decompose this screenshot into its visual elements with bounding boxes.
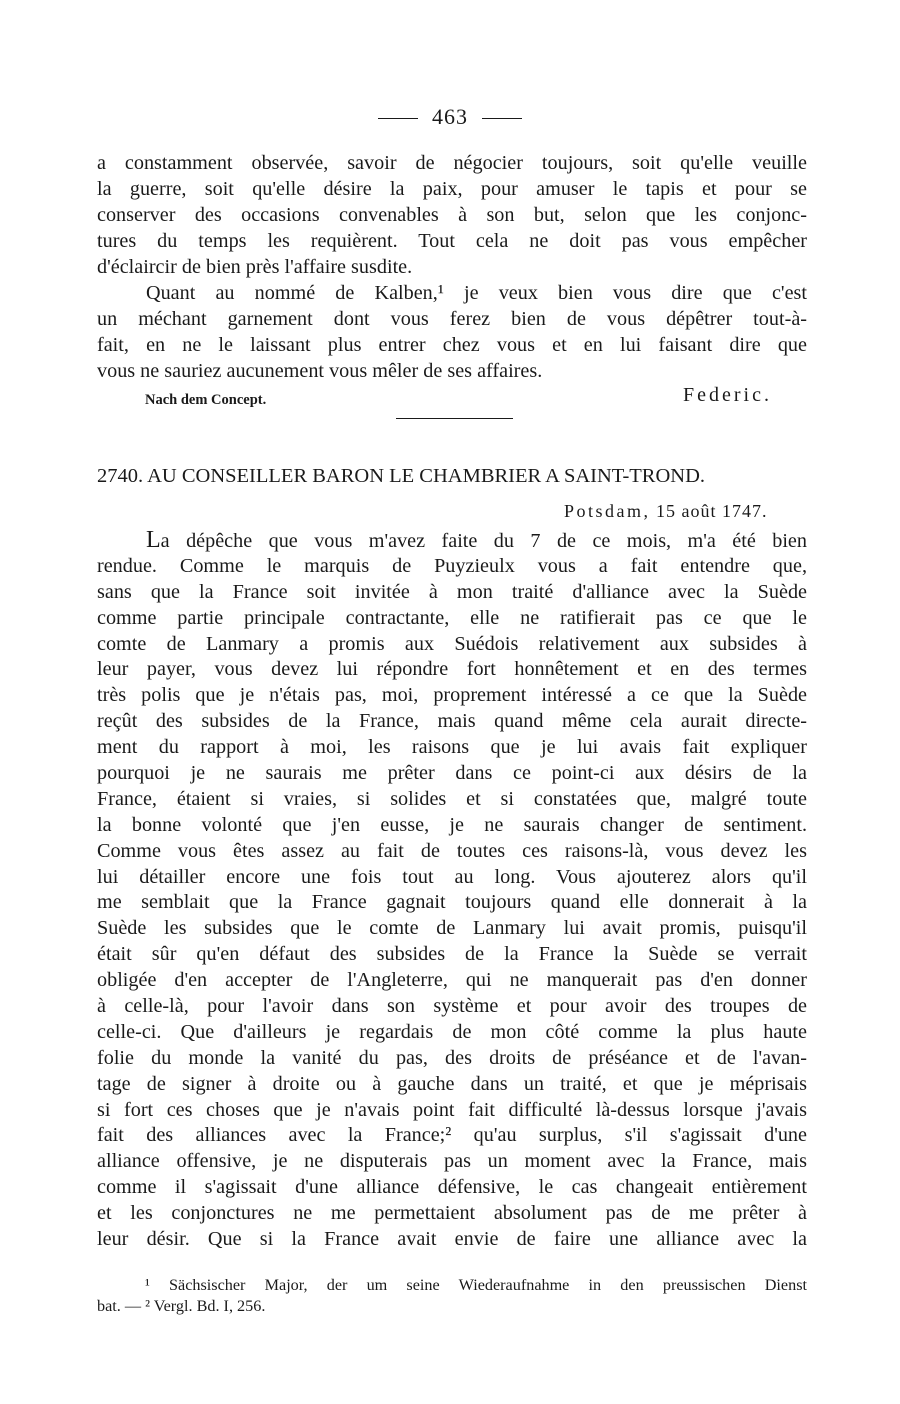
- dateline-date: 15 août 1747.: [656, 501, 768, 521]
- text-line: si fort ces choses que je n'avais point fait difficulté là-dessus lorsque j'avais: [97, 1098, 807, 1121]
- text-line: France, étaient si vraies, si solides et si constatées que, malgré toute: [97, 787, 807, 810]
- footnote-line: bat. — ² Vergl. Bd. I, 256.: [97, 1297, 266, 1315]
- text-line: vous ne sauriez aucunement vous mêler de ses affaires.: [97, 359, 543, 382]
- text-line: Comme vous êtes assez au fait de toutes ces raisons-là, vous devez les: [97, 839, 807, 862]
- dateline: [564, 501, 768, 522]
- text-line: ment du rapport à moi, les raisons que je lui avais fait expliquer: [97, 736, 807, 759]
- page-number-dash-left: [378, 118, 418, 119]
- text-line: était sûr qu'en défaut des subsides de la France la Suède se verrait: [97, 943, 807, 966]
- text-line-content: a dépêche que vous m'avez faite du 7 de ce mois, m'a été bien: [160, 530, 807, 552]
- text-line: alliance offensive, je ne disputerais pas un moment avec la France, mais: [97, 1150, 807, 1173]
- text-line: la bonne volonté que j'en eusse, je ne saurais changer de sentiment.: [97, 813, 807, 836]
- text-line: pourquoi je ne saurais me prêter dans ce point-ci aux désirs de la: [97, 762, 807, 785]
- text-line: et les conjonctures ne me permettaient absolument pas de me prêter à: [97, 1202, 807, 1225]
- text-line: comme il s'agissait d'une alliance défensive, le cas changeait entièrement: [97, 1176, 807, 1199]
- letter-body: [97, 528, 807, 1253]
- text-line: leur désir. Que si la France avait envie de faire une alliance avec la: [97, 1228, 807, 1251]
- text-line: fait des alliances avec la France;² qu'au surplus, s'il s'agissait d'une: [97, 1124, 807, 1147]
- continuation-paragraph-1: [97, 151, 807, 280]
- text-line: Suède les subsides que le comte de Lanmary lui avait promis, puisqu'il: [97, 917, 807, 940]
- text-line: rendue. Comme le marquis de Puyzieulx vous a fait entendre que,: [97, 554, 807, 577]
- text-line: fait, en ne le laissant plus entrer chez vous et en lui faisant dire que: [97, 333, 807, 356]
- text-line: tures du temps les requièrent. Tout cela ne doit pas vous empêcher: [97, 229, 807, 252]
- continuation-paragraph-2: [97, 281, 807, 385]
- text-line: d'éclaircir de bien près l'affaire susdite.: [97, 255, 413, 278]
- text-line: un méchant garnement dont vous ferez bien de vous dépêtrer tout-à-: [97, 307, 807, 330]
- text-line: obligée d'en accepter de l'Angleterre, qui ne manquerait pas d'en donner: [97, 969, 807, 992]
- text-line: la guerre, soit qu'elle désire la paix, pour amuser le tapis et pour se: [97, 177, 807, 200]
- text-line: reçût des subsides de la France, mais quand même cela aurait directe-: [97, 710, 807, 733]
- text-line: celle-ci. Que d'ailleurs je regardais de mon côté comme la plus haute: [97, 1020, 807, 1043]
- footnotes: [97, 1275, 807, 1317]
- section-divider: [396, 418, 513, 419]
- source-note: Nach dem Concept.: [145, 392, 267, 408]
- dateline-place: Potsdam,: [564, 501, 651, 521]
- text-line: tage de signer à droite ou à gauche dans un traité, et que je méprisais: [97, 1072, 807, 1095]
- text-line: comme partie principale contractante, elle ne ratifierait pas ce que le: [97, 606, 807, 629]
- page-number: [0, 104, 900, 130]
- text-line: folie du monde la vanité du pas, des droits de préséance et de l'avan-: [97, 1046, 807, 1069]
- text-line: à celle-là, pour l'avoir dans son système et pour avoir des troupes de: [97, 995, 807, 1018]
- text-line: leur payer, vous devez lui répondre fort honnêtement et en des termes: [97, 658, 807, 681]
- text-line: a constamment observée, savoir de négocier toujours, soit qu'elle veuille: [97, 152, 807, 174]
- letter-heading: 2740. AU CONSEILLER BARON LE CHAMBRIER A SAINT-TROND.: [97, 465, 706, 487]
- page-number-text: 463: [432, 104, 468, 129]
- text-line: très polis que je n'étais pas, moi, proprement intéressé a ce que la Suède: [97, 684, 807, 707]
- text-line: Quant au nommé de Kalben,¹ je veux bien vous dire que c'est: [146, 282, 807, 304]
- text-line: sans que la France soit invitée à mon traité d'alliance avec la Suède: [97, 580, 807, 603]
- text-line: lui détailler encore une fois tout au long. Vous ajouterez alors qu'il: [97, 865, 807, 888]
- drop-initial: L: [146, 527, 161, 553]
- text-line: me semblait que la France gagnait toujours quand elle donnerait à la: [97, 891, 807, 914]
- text-line: conserver des occasions convenables à son but, selon que les conjonc-: [97, 203, 807, 226]
- signature: Federic.: [683, 384, 772, 406]
- footnote-line: ¹ Sächsischer Major, der um seine Wiederaufnahme in den preussischen Dienst: [145, 1276, 807, 1294]
- text-line: comte de Lanmary a promis aux Suédois relativement aux subsides à: [97, 632, 807, 655]
- page-number-dash-right: [482, 118, 522, 119]
- text-line: [97, 528, 807, 554]
